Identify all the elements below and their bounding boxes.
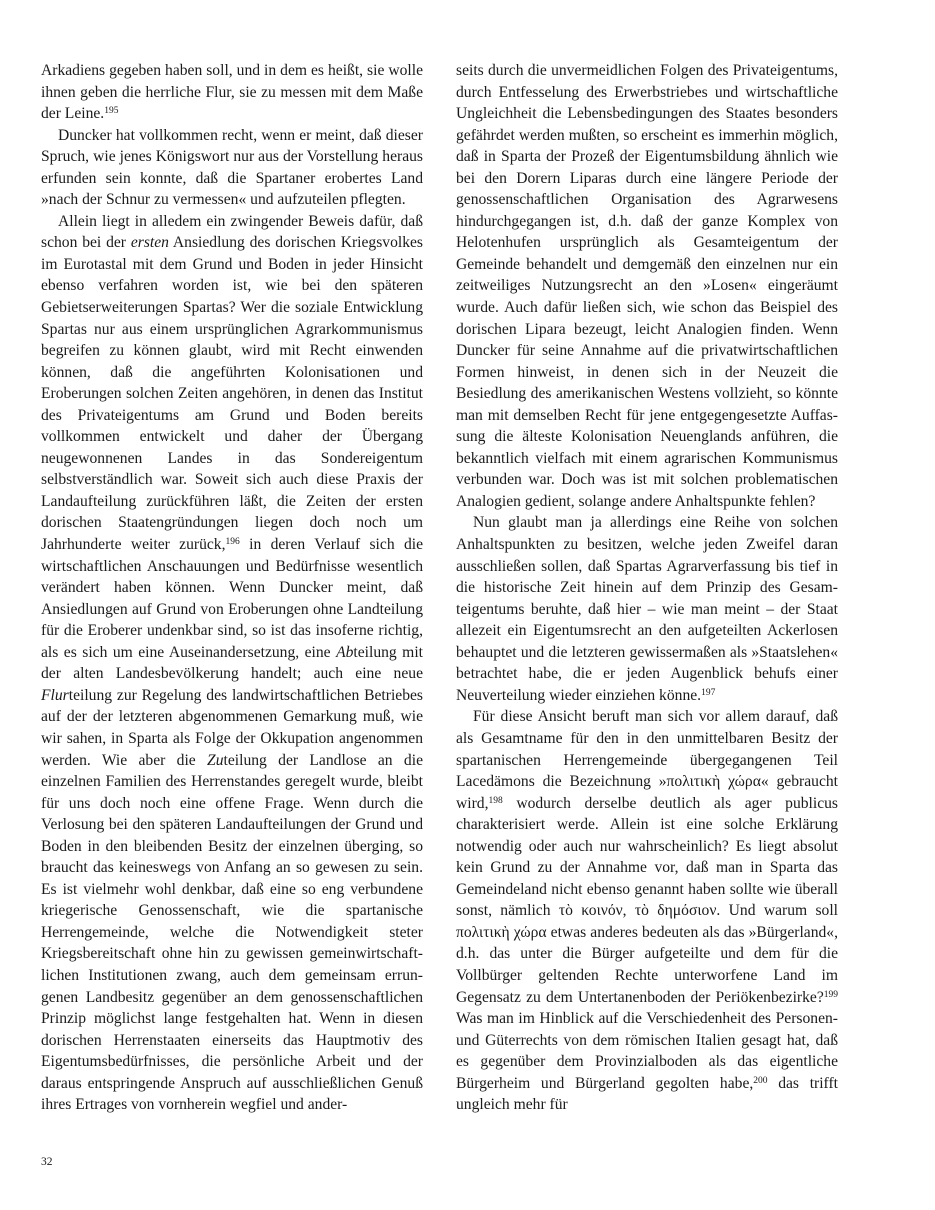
emphasis: Zu [207,751,224,769]
footnote-ref: 195 [104,106,119,117]
paragraph: Für diese Ansicht beruft man sich vor allem darauf, daß als Gesamtname für den in den unmittelbaren Besitz der spartanischen Herrengemeinde übergegangenen Teil Lacedämons die Bezeichnung »πολιτικὴ χώρα« gebraucht wird,$^{198}$ wodurch derselbe deutlich als ager publicus charakterisiert werde. Allein ist eine solche Erklärung notwendig oder auch nur wahrscheinlich? Es liegt absolut kein Grund zu der Annahme vor, daß man in Sparta das Gemeindeland nicht ebenso genannt haben sollte wie überall sonst, nämlich τὸ κοινόν, τὸ δημόσιον. Und warum soll πολιτικὴ χώρα etwas anderes bedeuten als das »Bürgerland«, d.h. das unter die Bürger aufgeteilte und dem für die Vollbürger geltenden Rechte unterworfene Land im Gegensatz zu dem Untertanenboden der Periökenbezirke?$^{199}$ Was man im Hinblick auf die Verschiedenheit des Personen- und Güterrechts von dem römischen Italien gesagt hat, daß es gegenüber dem Provinzialboden als das eigentliche Bürgerheim und Bürgerland gegolten habe,$^{200}$ das trifft ungleich mehr für [456,708,838,1114]
left-column [41,60,423,1116]
emphasis: Ab [336,643,354,661]
paragraph: Duncker hat vollkommen recht, wenn er meint, daß dieser Spruch, wie jenes Königswort nur aus der Vorstellung heraus erfunden sein konnte, daß die Spartaner erobertes Land »nach der Schnur zu vermessen« und aufzuteilen pflegten. [41,126,423,209]
footnote-ref: 200 [753,1075,768,1086]
emphasis: ersten [130,234,169,252]
paragraph: Arkadiens gegeben haben soll, und in dem es heißt, sie wolle ihnen geben die herrliche Flur, sie zu messen mit dem Maße der Leine.$^{195}$ [41,62,423,123]
paragraph: Nun glaubt man ja allerdings eine Reihe von solchen Anhaltspunkten zu besitzen, welche jeden Zweifel daran ausschließen sollen, daß Spartas Agrarverfassung bis tief in die historische Zeit hinein auf dem Prinzip des Gesamteigentums beruhte, daß hier – wie man meint – der Staat allezeit ein Eigentumsrecht an den aufgeteilten Ackerlosen behauptet und die letzteren gewissermaßen als »Staatslehen« betrachtet habe, die er jeden Augenblick behufs einer Neuverteilung wieder einziehen könne.$^{197}$ [456,514,838,704]
emphasis: Flur [41,686,69,704]
right-column [456,60,838,1116]
paragraph: seits durch die unvermeidlichen Folgen des Privateigentums, durch Entfesselung des Erwerbstriebes und wirtschaftliche Ungleichheit die Lebensbedingungen des Staates besonders gefährdet werden mußten, so erscheint es immerhin möglich, daß in Sparta der Prozeß der Eigentumsbildung ähnlich wie bei den Dorern Liparas durch eine längere Periode der genossenschaftlichen Organisation des Agrarwesens hindurchgegangen ist, d.h. daß der ganze Komplex von Helotenhufen ursprünglich als Gesamteigentum der Gemeinde behandelt und demgemäß den einzelnen nur ein zeitweiliges Nutzungsrecht an den »Losen« eingeräumt wurde. Auch dafür ließen sich, wie schon das Beispiel des dorischen Lipara bezeugt, leicht Analogien finden. Wenn Duncker für seine Annahme auf die privatwirtschaftlichen Formen hinweist, in denen sich in der Neuzeit die Besiedlung des amerikanischen Westens vollzieht, so könnte man mit demselben Recht für jene entgegengesetzte Auffassung die älteste Kolonisation Neuenglands anführen, die bekanntlich vielfach mit einem agrarischen Kommunismus verbunden war. Doch was ist mit solchen problematischen Analogien gedient, solange andere Anhaltspunkte fehlen? [456,62,838,510]
paragraph: Allein liegt in alledem ein zwingender Beweis dafür, daß schon bei der ersten Ansiedlung des dorischen Kriegsvolkes im Eurotastal mit dem Grund und Boden in jeder Hinsicht ebenso verfahren worden ist, wie bei den späteren Gebietserweiterungen Spartas? Wer die soziale Entwicklung Spartas nur aus einem ursprünglichen Agrarkommunismus begreifen zu können glaubt, wird mit Recht einwenden können, daß die angeführten Kolonisationen und Eroberungen solchen Zeiten angehören, in denen das Institut des Privateigentums am Grund und Boden bereits vollkommen entwickelt und daher der Übergang neugewonnenen Landes in das Sondereigentum selbstverständlich war. Soweit sich auch diese Praxis der Landaufteilung zurückführen läßt, die Zeiten der ersten dorischen Staatengründungen liegen doch noch um Jahrhunderte weiter zurück,$^{196}$ in deren Verlauf sich die wirtschaftlichen Anschauungen und Bedürfnisse wesentlich verändert haben können. Wenn Duncker meint, daß Ansiedlungen auf Grund von Eroberungen ohne Landteilung für die Eroberer undenkbar sind, so ist das insoferne richtig, als es sich um eine Auseinandersetzung, eine Abteilung mit der alten Landesbevölkerung handelt; auch eine neue Flurteilung zur Regelung des landwirtschaftlichen Betriebes auf der der letzteren abgenommenen Gemarkung muß, wie wir sahen, in Sparta als Folge der Okkupation angenommen werden. Wie aber die Zuteilung der Landlose an die einzelnen Familien des Herrenstandes geregelt wurde, bleibt für uns doch noch eine offene Frage. Wenn durch die Verlosung bei den späteren Landaufteilungen der Grund und Boden in den bleibenden Besitz der einzelnen überging, so braucht das keineswegs von Anfang an so gewesen zu sein. Es ist vielmehr wohl denkbar, daß eine so eng verbundene kriegerische Genossenschaft, wie die spartanische Herrengemeinde, welche die Notwendigkeit steter Kriegsbereitschaft ohne hin zu gewissen gemeinwirtschaftlichen Institutionen zwang, auch dem gemeinsam errungenen Landbesitz gegenüber an dem genossenschaftlichen Prinzip möglichst lange festgehalten hat. Wenn in diesen dorischen Herrenstaaten einerseits das Hauptmotiv des Eigentumsbedürfnisses, die persönliche Arbeit und der daraus entspringende Anspruch auf ausschließlichen Genuß ihres Ertrages von vornherein wegfiel und ander- [41,212,424,1114]
footnote-ref: 198 [488,795,503,806]
page-number: 32 [41,1156,53,1168]
footnote-ref: 197 [701,687,716,698]
footnote-ref: 196 [225,537,240,548]
footnote-ref: 199 [823,989,838,1000]
